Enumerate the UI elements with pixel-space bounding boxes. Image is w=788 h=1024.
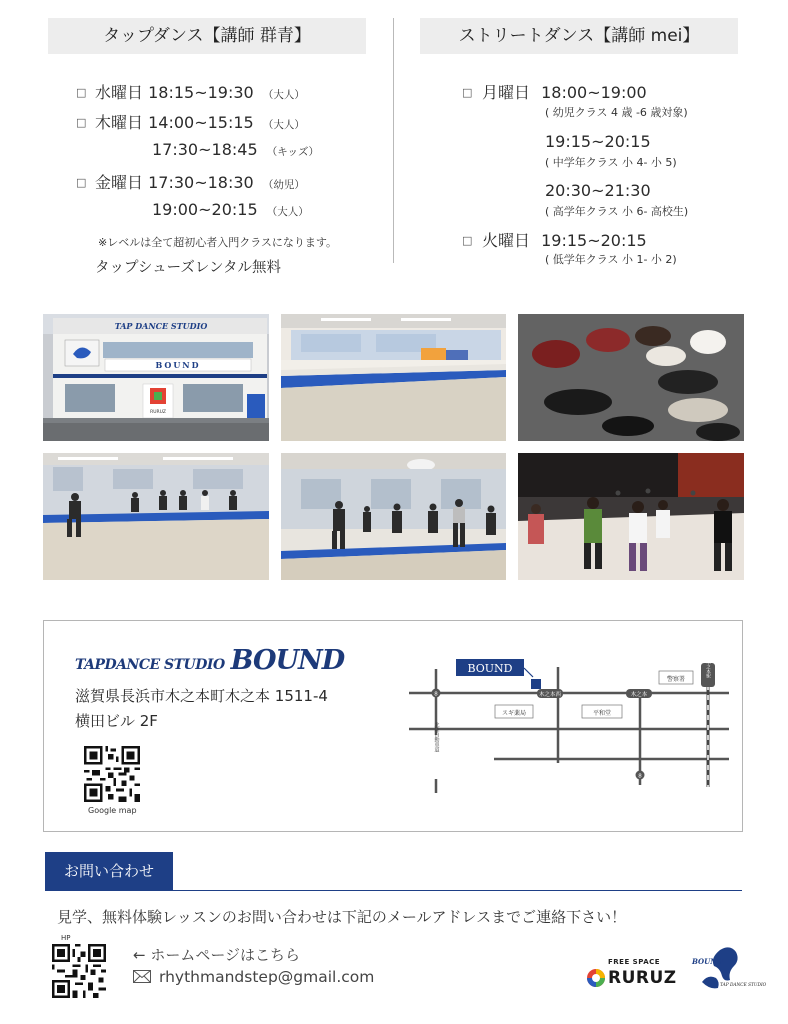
photo-studio-exterior [43,314,269,441]
hp-label: HP [61,934,71,942]
photo-tap-shoes [518,314,744,441]
time-label: 19:15~20:15 [545,132,651,151]
day-label: 木曜日 [95,113,144,132]
photo-lesson-2 [281,453,506,580]
google-map-label: Google map [88,806,137,815]
street-dance-header: ストリートダンス【講師 mei】 [420,18,738,54]
street-row-mon [482,80,647,103]
studio-name-big: BOUND [230,645,345,676]
ruruz-mark-icon [586,968,606,988]
access-map [409,659,729,797]
tap-dance-header: タップダンス【講師 群青】 [48,18,366,54]
contact-tab: お問い合わせ [45,852,173,891]
photo-sign-text: TAP DANCE STUDIO [114,321,208,331]
checkbox-icon: □ [462,234,473,247]
time-label: 19:00~20:15 [152,200,258,219]
class-sub: ( 低学年クラス 小 1- 小 2) [545,253,677,266]
map-label-kinomoto: 木之本 [630,692,648,698]
class-sub: ( 高学年クラス 小 6- 高校生) [545,205,689,218]
photo-ruruz-sign: RURUZ [150,410,166,415]
map-label-expressway: 北陸自動車道 [433,722,440,752]
map-label-heiwado: 平和堂 [592,710,612,717]
shoe-rental-note: タップシューズレンタル無料 [95,260,281,276]
photo-lesson-1 [43,453,269,580]
map-label-sugi: スギ薬局 [501,710,527,717]
email-address[interactable]: rhythmandstep@gmail.com [159,968,375,986]
checkbox-icon: □ [76,176,87,189]
time-label: 14:00~15:15 [148,113,254,132]
mail-icon [133,969,151,987]
google-map-qr-code[interactable] [84,746,140,802]
class-sub: ( 中学年クラス 小 4- 小 5) [545,156,677,169]
time-label: 18:00~19:00 [541,83,647,102]
route-marker-west: 8 [434,691,438,698]
studio-name-small: TAPDANCE STUDIO [75,657,225,673]
map-label-police: 警察署 [666,676,686,683]
address-line-2: 横田ビル 2F [75,712,158,730]
checkbox-icon: □ [76,116,87,129]
studio-map-marker [531,679,541,689]
street-row-tue [482,228,647,251]
contact-divider [45,890,742,891]
studio-title [75,645,344,676]
photo-empty-studio [281,314,506,441]
tap-row-thu [95,110,305,133]
ruruz-small-text: FREE SPACE [608,958,661,966]
level-note: ※レベルは全て超初心者入門クラスになります。 [98,236,338,249]
time-label: 18:15~19:30 [148,83,254,102]
tap-row-thu-kids [152,140,319,159]
map-label-station: 木之本駅 [705,660,711,678]
class-note: （大人） [266,206,309,218]
tap-row-wed [95,80,305,103]
time-label: 20:30~21:30 [545,181,651,200]
time-label: 17:30~18:30 [148,173,254,192]
contact-message: 見学、無料体験レッスンのお問い合わせは下記のメールアドレスまでご連絡下さい！ [57,908,627,926]
day-label: 金曜日 [95,173,144,192]
photo-bound-sign: BOUND [155,360,201,370]
checkbox-icon: □ [76,86,87,99]
ruruz-big-text: RURUZ [608,968,677,988]
tap-row-fri-adult [152,200,309,219]
address-line-1: 滋賀県長浜市木之本町木之本 1511-4 [75,687,328,705]
bound-logo [690,942,767,998]
class-note: （キッズ） [266,146,320,158]
checkbox-icon: □ [462,86,473,99]
homepage-qr-code[interactable] [52,944,106,998]
bound-logo-sub: TAP DANCE STUDIO [720,983,767,988]
class-sub: ( 幼児クラス 4 歳 -6 歳対象) [545,106,688,119]
day-label: 火曜日 [482,231,531,250]
day-label: 月曜日 [482,83,531,102]
studio-info-box [43,620,743,832]
email-row[interactable] [133,968,374,987]
class-note: （大人） [262,119,305,131]
route-marker-south: 8 [638,773,642,780]
homepage-link[interactable]: ← ホームページはこちら [133,946,301,964]
map-bound-label: BOUND [467,662,513,675]
column-divider [393,18,394,263]
time-label: 19:15~20:15 [541,231,647,250]
time-label: 17:30~18:45 [152,140,258,159]
day-label: 水曜日 [95,83,144,102]
tap-row-fri [95,170,305,193]
class-note: （大人） [262,89,305,101]
photo-kids-class [518,453,744,580]
bound-logo-text: BOUND [692,957,723,966]
map-label-crossing: 木之本西 [538,692,562,698]
class-note: （幼児） [262,179,305,191]
ruruz-logo [586,958,678,994]
